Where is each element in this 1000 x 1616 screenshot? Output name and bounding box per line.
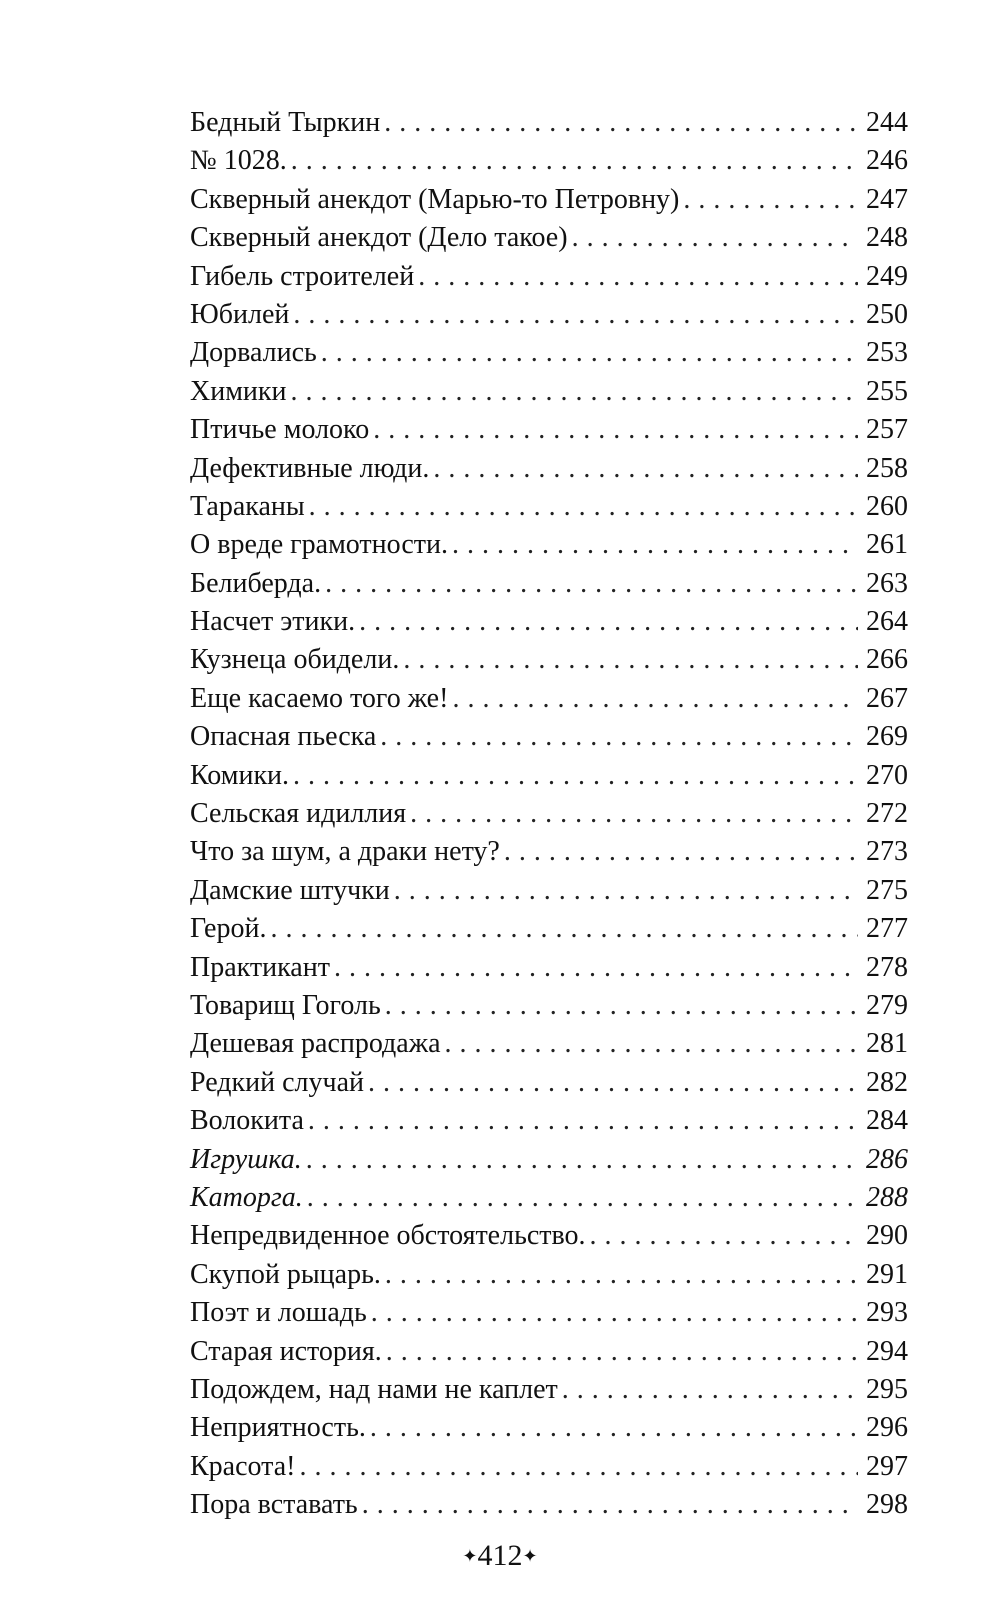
- dot-leader: [306, 1141, 858, 1179]
- toc-entry-page: 260: [866, 490, 908, 522]
- toc-entry-title: Гибель строителей: [190, 260, 415, 292]
- dot-leader: [384, 104, 858, 142]
- toc-entry: [190, 641, 908, 679]
- toc-entry: [190, 1179, 908, 1217]
- toc-entry-page: 282: [866, 1066, 908, 1098]
- dot-leader: [385, 987, 858, 1025]
- dot-leader: [433, 450, 858, 488]
- dot-leader: [270, 910, 858, 948]
- toc-entry: [190, 1448, 908, 1486]
- toc-entry-page: 250: [866, 298, 908, 330]
- toc-entry-page: 297: [866, 1450, 908, 1482]
- toc-entry-title: Герой.: [190, 913, 267, 945]
- toc-entry-title: Комики.: [190, 759, 290, 791]
- toc-entry-page: 293: [866, 1297, 908, 1329]
- toc-entry-page: 275: [866, 874, 908, 906]
- toc-entry: [190, 142, 908, 180]
- dot-leader: [380, 718, 858, 756]
- toc-entry: [190, 296, 908, 334]
- page-number: 412: [477, 1539, 523, 1572]
- toc-entry: [190, 680, 908, 718]
- dot-leader: [291, 142, 858, 180]
- ornament-left-icon: ✦: [462, 1546, 478, 1566]
- toc-entry-page: 248: [866, 222, 908, 254]
- dot-leader: [410, 795, 858, 833]
- toc-entry: [190, 872, 908, 910]
- toc-entry-title: № 1028.: [190, 145, 287, 177]
- toc-entry: [190, 1141, 908, 1179]
- toc-entry-title: Скупой рыцарь.: [190, 1258, 381, 1290]
- toc-entry: [190, 718, 908, 756]
- toc-entry-title: Дамские штучки: [190, 874, 390, 906]
- toc-entry-title: Бедный Тыркин: [190, 107, 381, 138]
- toc-entry-page: 277: [866, 913, 908, 945]
- toc-entry: [190, 258, 908, 296]
- dot-leader: [445, 1025, 859, 1063]
- toc-entry-page: 298: [866, 1489, 908, 1521]
- dot-leader: [307, 1179, 858, 1217]
- toc-entry-title: Неприятность.: [190, 1412, 366, 1444]
- toc-entry-title: Сельская идиллия: [190, 798, 407, 830]
- toc-entry-page: 284: [866, 1105, 908, 1137]
- toc-entry-title: Опасная пьеска: [190, 721, 377, 753]
- dot-leader: [370, 1409, 858, 1447]
- toc-entry-page: 279: [866, 989, 908, 1021]
- dot-leader: [452, 680, 858, 718]
- toc-entry: [190, 450, 908, 488]
- dot-leader: [359, 603, 858, 641]
- toc-entry: [190, 1294, 908, 1332]
- toc-entry-page: 255: [866, 375, 908, 407]
- toc-entry-page: 270: [866, 759, 908, 791]
- toc-entry-title: Старая история.: [190, 1335, 382, 1367]
- toc-entry-title: Поэт и лошадь: [190, 1297, 367, 1329]
- dot-leader: [452, 526, 858, 564]
- toc-entry: [190, 1371, 908, 1409]
- toc-entry: [190, 795, 908, 833]
- toc-entry-page: 281: [866, 1028, 908, 1060]
- dot-leader: [394, 872, 858, 910]
- toc-entry-title: Каторга.: [190, 1181, 303, 1213]
- toc-entry-page: 261: [866, 529, 908, 561]
- toc-entry-page: 264: [866, 606, 908, 638]
- dot-leader: [385, 1256, 858, 1294]
- toc-entry-page: 295: [866, 1373, 908, 1405]
- table-of-contents: [190, 104, 908, 1524]
- toc-entry-title: Химики: [190, 375, 287, 407]
- toc-entry: [190, 526, 908, 564]
- toc-entry: [190, 488, 908, 526]
- toc-entry-title: Подождем, над нами не каплет: [190, 1373, 558, 1405]
- toc-entry: [190, 1217, 908, 1255]
- toc-entry: [190, 181, 908, 219]
- toc-entry-page: 258: [866, 452, 908, 484]
- toc-entry: [190, 757, 908, 795]
- toc-entry-title: Товарищ Гоголь: [190, 989, 381, 1021]
- toc-entry-title: Красота!: [190, 1450, 296, 1482]
- dot-leader: [309, 488, 858, 526]
- dot-leader: [386, 1333, 858, 1371]
- toc-entry: [190, 910, 908, 948]
- dot-leader: [572, 219, 858, 257]
- toc-entry-page: 257: [866, 414, 908, 446]
- toc-entry-title: Еще касаемо того же!: [190, 682, 449, 714]
- page-number-footer: [0, 1536, 1000, 1576]
- toc-entry-page: 266: [866, 644, 908, 676]
- toc-entry-page: 253: [866, 337, 908, 369]
- toc-entry: [190, 987, 908, 1025]
- toc-entry: [190, 411, 908, 449]
- toc-entry-page: 246: [866, 145, 908, 177]
- toc-entry-title: Белиберда.: [190, 567, 322, 599]
- dot-leader: [590, 1217, 858, 1255]
- toc-entry-title: Дорвались: [190, 337, 317, 369]
- toc-entry-page: 294: [866, 1335, 908, 1367]
- dot-leader: [504, 833, 858, 871]
- toc-entry: [190, 104, 908, 142]
- toc-entry-page: 288: [866, 1181, 908, 1213]
- toc-entry: [190, 1025, 908, 1063]
- toc-entry: [190, 1102, 908, 1140]
- toc-entry: [190, 833, 908, 871]
- toc-entry: [190, 1333, 908, 1371]
- toc-entry-page: 244: [866, 107, 908, 138]
- toc-entry: [190, 1486, 908, 1524]
- toc-entry-page: 263: [866, 567, 908, 599]
- toc-entry-page: 269: [866, 721, 908, 753]
- toc-entry: [190, 565, 908, 603]
- toc-entry: [190, 603, 908, 641]
- dot-leader: [368, 1064, 858, 1102]
- toc-entry-title: Дефективные люди.: [190, 452, 430, 484]
- toc-entry: [190, 949, 908, 987]
- toc-entry-title: Скверный анекдот (Дело такое): [190, 222, 568, 254]
- dot-leader: [308, 1102, 858, 1140]
- toc-entry-title: Юбилей: [190, 298, 290, 330]
- dot-leader: [300, 1448, 859, 1486]
- ornament-right-icon: ✦: [522, 1546, 538, 1566]
- dot-leader: [293, 296, 858, 334]
- toc-entry-title: Практикант: [190, 951, 330, 983]
- toc-entry-page: 267: [866, 682, 908, 714]
- toc-entry-title: Скверный анекдот (Марью-то Петровну): [190, 183, 680, 215]
- toc-entry-page: 278: [866, 951, 908, 983]
- dot-leader: [321, 334, 858, 372]
- toc-entry-title: Кузнеца обидели.: [190, 644, 400, 676]
- toc-entry-title: Тараканы: [190, 490, 305, 522]
- dot-leader: [325, 565, 858, 603]
- dot-leader: [334, 949, 858, 987]
- dot-leader: [362, 1486, 858, 1524]
- toc-entry: [190, 334, 908, 372]
- toc-entry-page: 286: [866, 1143, 908, 1175]
- toc-entry-title: Что за шум, а драки нету?: [190, 836, 500, 868]
- dot-leader: [562, 1371, 858, 1409]
- toc-entry-title: Редкий случай: [190, 1066, 364, 1098]
- toc-entry: [190, 1256, 908, 1294]
- toc-entry-title: Игрушка.: [190, 1143, 302, 1175]
- toc-entry: [190, 219, 908, 257]
- dot-leader: [403, 641, 858, 679]
- dot-leader: [291, 373, 859, 411]
- toc-entry-page: 290: [866, 1220, 908, 1252]
- toc-entry: [190, 1064, 908, 1102]
- toc-entry-page: 249: [866, 260, 908, 292]
- toc-entry-title: Непредвиденное обстоятельство.: [190, 1220, 586, 1252]
- toc-entry-title: Птичье молоко: [190, 414, 370, 446]
- dot-leader: [371, 1294, 858, 1332]
- toc-entry-page: 273: [866, 836, 908, 868]
- toc-entry-page: 291: [866, 1258, 908, 1290]
- toc-entry-page: 247: [866, 183, 908, 215]
- dot-leader: [418, 258, 858, 296]
- toc-entry-title: Дешевая распродажа: [190, 1028, 441, 1060]
- toc-entry-page: 272: [866, 798, 908, 830]
- toc-entry-title: Пора вставать: [190, 1489, 358, 1521]
- toc-entry: [190, 1409, 908, 1447]
- toc-entry-title: Насчет этики.: [190, 606, 356, 638]
- toc-entry-title: Волокита: [190, 1105, 304, 1137]
- toc-entry-page: 296: [866, 1412, 908, 1444]
- dot-leader: [293, 757, 858, 795]
- dot-leader: [683, 181, 858, 219]
- dot-leader: [373, 411, 858, 449]
- toc-entry: [190, 373, 908, 411]
- toc-entry-title: О вреде грамотности.: [190, 529, 449, 561]
